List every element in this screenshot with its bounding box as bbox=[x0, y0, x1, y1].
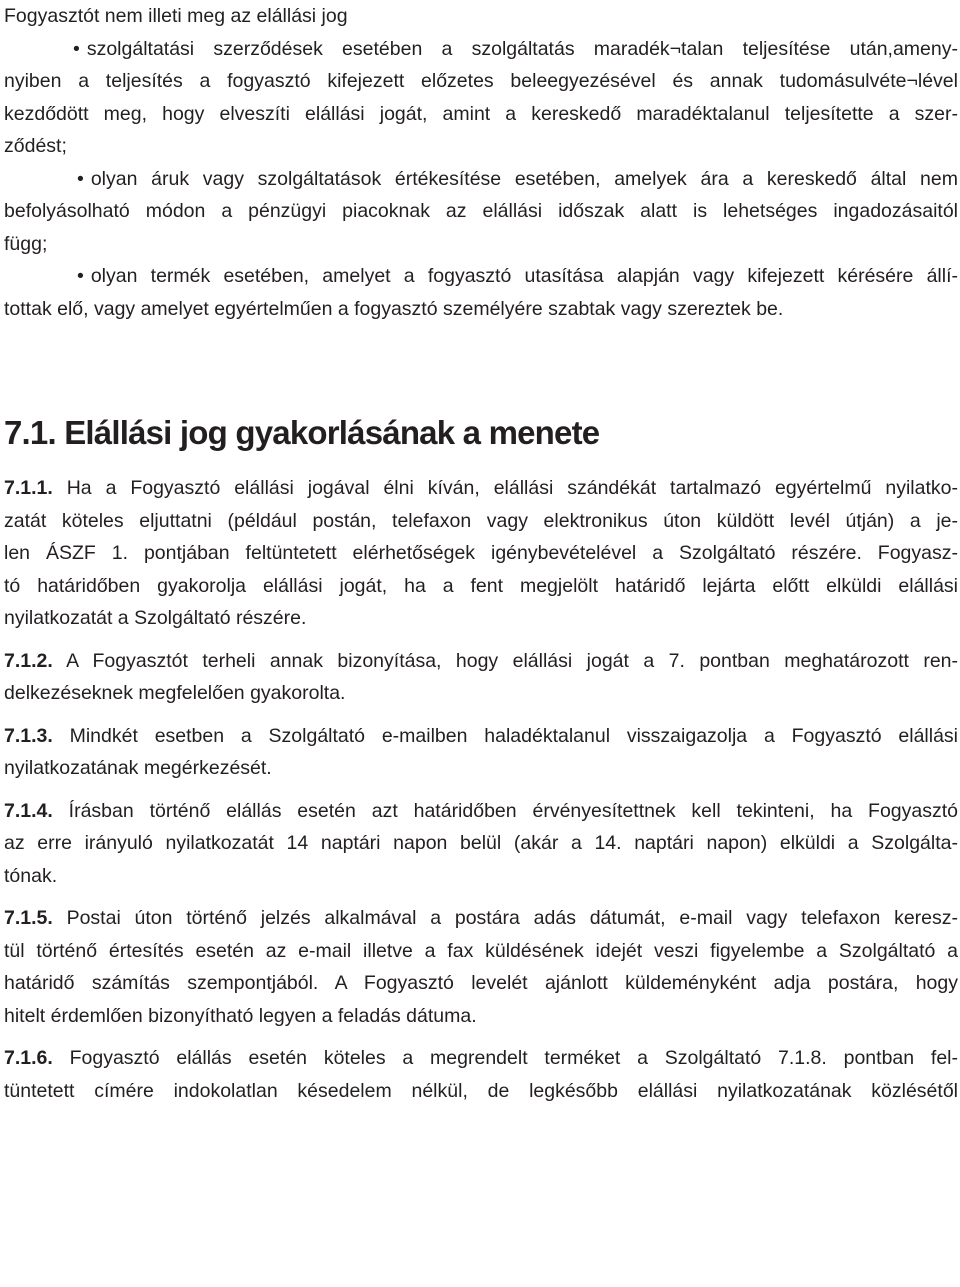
bullet-item-line: tottak elő, vagy amelyet egyértelműen a fogyasztó személyére szabtak vagy szereztek be. bbox=[4, 297, 784, 320]
paragraph-line: tó határidőben gyakorolja elállási jogát, ha a fent megjelölt határidő lejárta előtt elküldi elállási bbox=[4, 574, 958, 597]
paragraph-text: Mindkét esetben a Szolgáltató e-mailben haladéktalanul visszaigazolja a Fogyasztó elállási bbox=[69, 724, 958, 747]
paragraph-text: Ha a Fogyasztó elállási jogával élni kíván, elállási szándékát tartalmazó egyértelmű nyilatko- bbox=[66, 477, 958, 499]
paragraph-text: Fogyasztó elállás esetén köteles a megrendelt terméket a Szolgáltató 7.1.8. pontban fel- bbox=[69, 1047, 958, 1069]
paragraph-number: 7.1.1. bbox=[4, 477, 53, 499]
paragraph-line: tüntetett címére indokolatlan késedelem nélkül, de legkésőbb elállási nyilatkozatának közlésétől bbox=[4, 1079, 958, 1102]
document-page bbox=[4, 0, 958, 1107]
bullet-item-line: kezdődött meg, hogy elveszíti elállási jogát, amint a kereskedő maradéktalanul teljesítette a szer- bbox=[4, 102, 958, 125]
paragraph-number: 7.1.6. bbox=[4, 1047, 53, 1069]
paragraph-text: Írásban történő elállás esetén azt határidőben érvényesítettnek kell tekinteni, ha Fogyasztó bbox=[68, 799, 958, 822]
paragraph-line: tül történő értesítés esetén az e-mail illetve a fax küldésének idejét veszi figyelembe a Szolgáltató a bbox=[4, 939, 958, 962]
paragraph-text: A Fogyasztót terheli annak bizonyítása, hogy elállási jogát a 7. pontban meghatározott ren- bbox=[66, 649, 958, 672]
intro-line: Fogyasztót nem illeti meg az elállási jog bbox=[4, 5, 348, 27]
paragraph-line: hitelt érdemlően bizonyítható legyen a feladás dátuma. bbox=[4, 1004, 477, 1027]
paragraph-line bbox=[4, 795, 958, 828]
paragraph-number: 7.1.5. bbox=[4, 907, 53, 929]
paragraph-line: nyilatkozatát a Szolgáltató részére. bbox=[4, 607, 307, 629]
paragraph-line: az erre irányuló nyilatkozatát 14 naptári napon belül (akár a 14. naptári napon) elküldi a Szolgálta- bbox=[4, 832, 958, 854]
paragraph-number: 7.1.2. bbox=[4, 649, 53, 672]
bullet-item-line: nyiben a teljesítés a fogyasztó kifejezett előzetes beleegyezésével és annak tudomásulvéte¬lével bbox=[4, 70, 958, 92]
paragraph-text: Postai úton történő jelzés alkalmával a postára adás dátumát, e-mail vagy telefaxon keresz- bbox=[66, 907, 958, 929]
paragraph-number: 7.1.4. bbox=[4, 799, 53, 822]
paragraph-line: tónak. bbox=[4, 864, 58, 887]
paragraph-line bbox=[4, 720, 958, 753]
bullet-item-line: • olyan áruk vagy szolgáltatások értékesítése esetében, amelyek ára a kereskedő által nem bbox=[4, 163, 958, 196]
paragraph-line: zatát köteles eljuttatni (például postán, telefaxon vagy elektronikus úton küldött levél útján) a je- bbox=[4, 509, 958, 532]
bullet-item-line: befolyásolható módon a pénzügyi piacoknak az elállási időszak alatt is lehetséges ingadozásaitól bbox=[4, 200, 958, 222]
bullet-item-line: • olyan termék esetében, amelyet a fogyasztó utasítása alapján vagy kifejezett kérésére állí- bbox=[4, 260, 958, 293]
paragraph-line: nyilatkozatának megérkezését. bbox=[4, 757, 272, 779]
paragraph-line bbox=[4, 1042, 958, 1075]
paragraph-line bbox=[4, 902, 958, 935]
paragraph-number: 7.1.3. bbox=[4, 724, 53, 747]
paragraph-line: delkezéseknek megfelelően gyakorolta. bbox=[4, 682, 346, 704]
section-heading: 7.1. Elállási jog gyakorlásának a menete bbox=[4, 414, 600, 451]
paragraph-line bbox=[4, 472, 958, 505]
bullet-item-line: ződést; bbox=[4, 135, 67, 157]
paragraph-line: határidő számítás szempontjából. A Fogyasztó levelét ajánlott küldeményként adja postára, hogy bbox=[4, 972, 958, 994]
bullet-item-line: • szolgáltatási szerződések esetében a szolgáltatás maradék¬talan teljesítése után,ameny- bbox=[4, 33, 958, 66]
paragraph-line bbox=[4, 645, 958, 678]
paragraph-line: len ÁSZF 1. pontjában feltüntetett elérhetőségek igénybevételével a Szolgáltató részére. Fogyasz- bbox=[4, 542, 958, 564]
bullet-item-line: függ; bbox=[4, 232, 48, 255]
